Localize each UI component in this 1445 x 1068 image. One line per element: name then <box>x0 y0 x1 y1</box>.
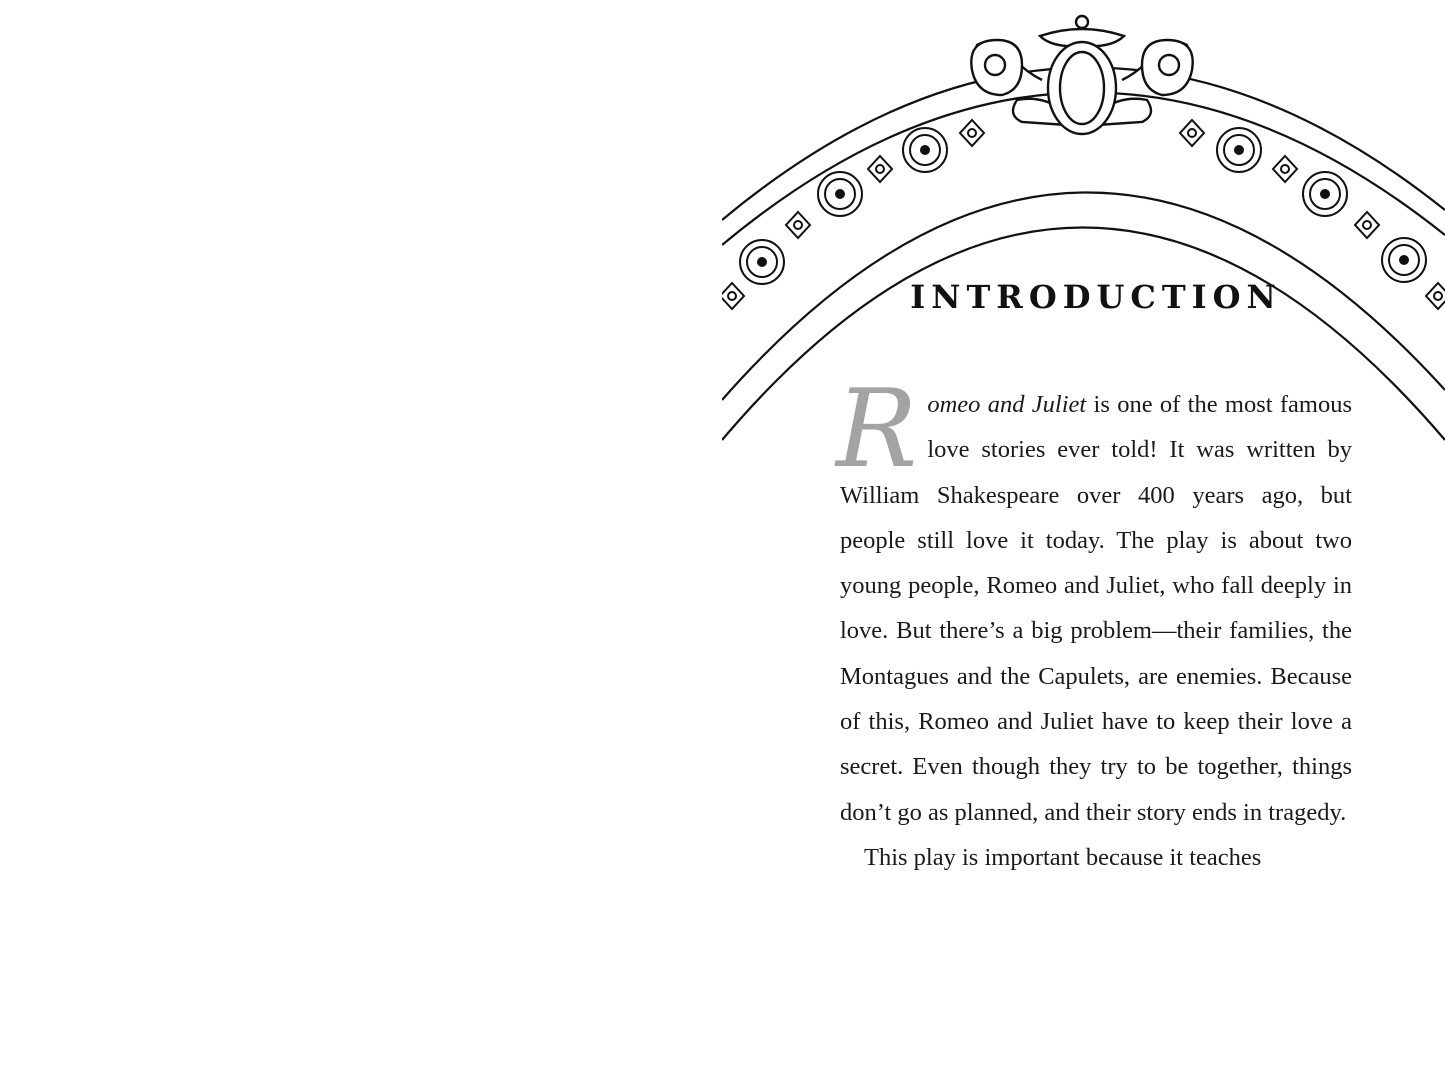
left-page-blank <box>0 0 722 1068</box>
paragraph-2-text: This play is important because it teaches <box>864 843 1262 871</box>
daisy-medallion-icon <box>740 128 1426 284</box>
chapter-title: INTRODUCTION <box>910 278 1282 316</box>
crown-cartouche-icon <box>971 16 1192 134</box>
paragraph-1 <box>836 367 1352 835</box>
paragraph-1-text: is one of the most famous love stories ever told! It was written by William Shakespeare over 400 years ago, but people still love it today. The play is about two young people, Romeo and Juliet, who fall deeply in love. But there’s a big problem—their families, the Montagues and the Capulets, are enemies. Because of this, Romeo and Juliet have to keep their love a secret. Even though they try to be together, things don’t go as planned, and their story ends in tragedy. <box>840 391 1352 826</box>
drop-cap: R <box>836 367 918 492</box>
italic-book-title: omeo and Juliet <box>927 391 1087 418</box>
right-page <box>722 0 1445 1068</box>
paragraph-2 <box>840 835 1352 880</box>
body-text <box>836 367 1352 880</box>
